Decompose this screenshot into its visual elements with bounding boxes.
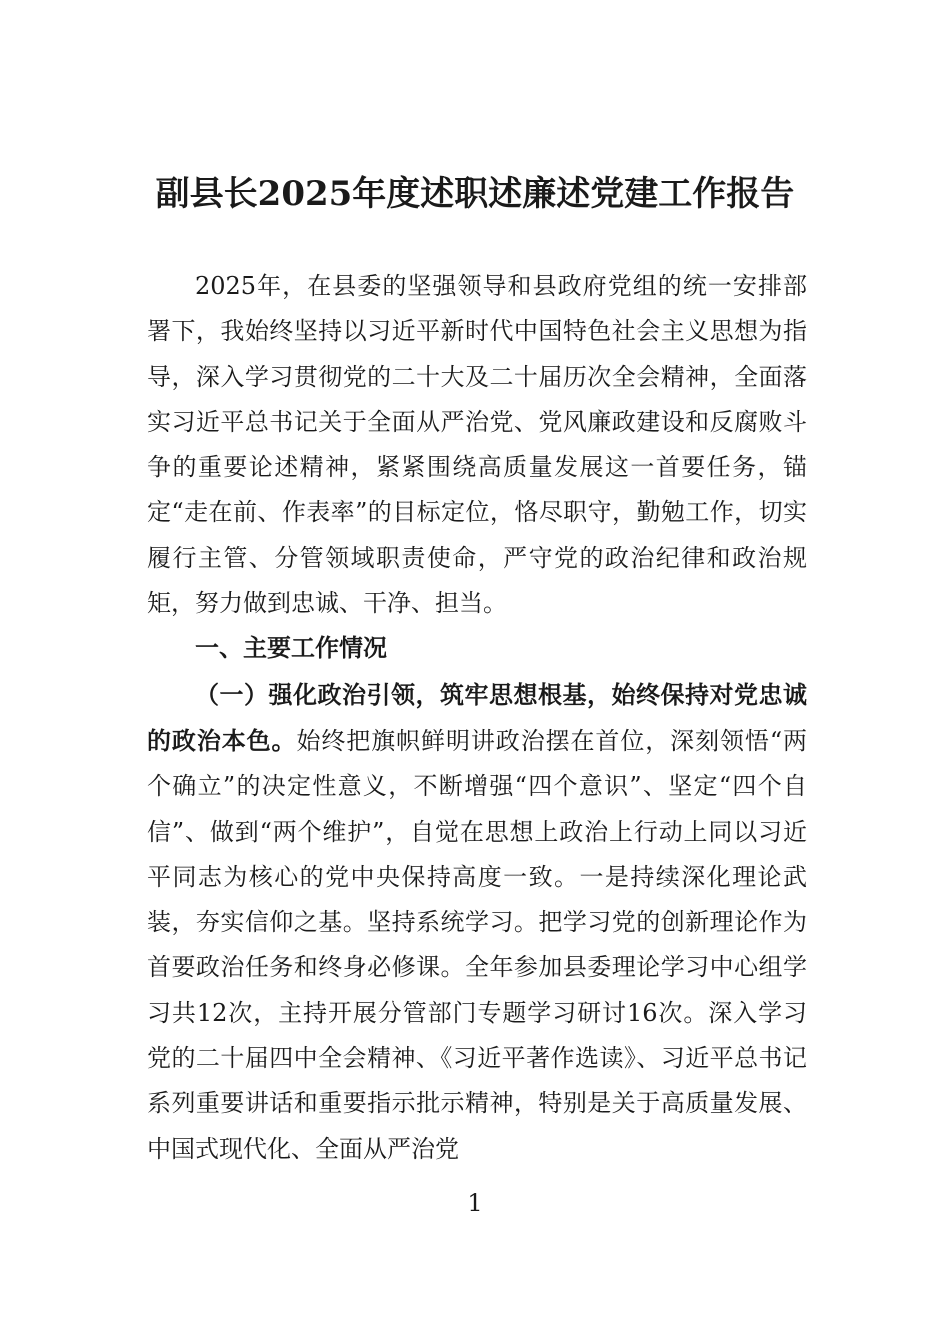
intro-paragraph: 2025年，在县委的坚强领导和县政府党组的统一安排部署下，我始终坚持以习近平新时代中国特色社会主义思想为指导，深入学习贯彻党的二十大及二十届历次全会精神，全面落实习近平总书记关于全面从严治党、党风廉政建设和反腐败斗争的重要论述精神，紧紧围绕高质量发展这一首要任务，锚定“走在前、作表率”的目标定位，恪尽职守，勤勉工作，切实履行主管、分管领域职责使命，严守党的政治纪律和政治规矩，努力做到忠诚、干净、担当。 [147, 272, 807, 618]
page-number: 1 [467, 1189, 483, 1217]
document-body [147, 264, 807, 1172]
subsection-heading: （一）强化政治引领，筑牢思想根基，始终保持对党忠诚的政治本色。 [147, 679, 807, 755]
document-title: 副县长2025年度述职述廉述党建工作报告 [155, 174, 795, 214]
section-heading: 一、主要工作情况 [195, 634, 387, 663]
subsection-paragraph [147, 672, 807, 1172]
subsection-body: 始终把旗帜鲜明讲政治摆在首位，深刻领悟“两个确立”的决定性意义，不断增强“四个意识”、坚定“四个自信”、做到“两个维护”，自觉在思想上政治上行动上同以习近平同志为核心的党中央保持高度一致。一是持续深化理论武装，夯实信仰之基。坚持系统学习。把学习党的创新理论作为首要政治任务和终身必修课。全年参加县委理论学习中心组学习共12次，主持开展分管部门专题学习研讨16次。深入学习党的二十届四中全会精神、《习近平著作选读》、习近平总书记系列重要讲话和重要指示批示精神，特别是关于高质量发展、中国式现代化、全面从严治党 [147, 726, 807, 1163]
